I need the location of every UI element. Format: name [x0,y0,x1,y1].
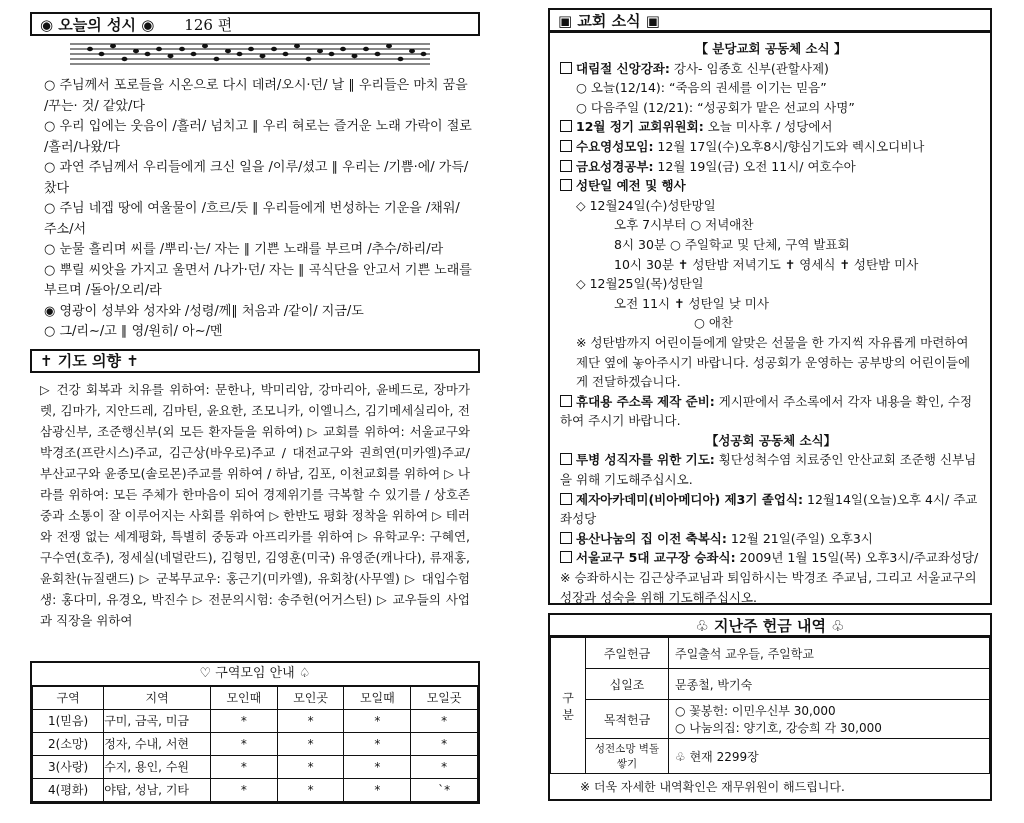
checkbox-square-icon [560,551,572,563]
hymn-verse: ◉ 영광이 성부와 성자와 /성령/께∥ 처음과 /같이/ 지금/도 [44,303,364,319]
offering-box [548,637,992,801]
hymn-verse: ○ 주님께서 포로들을 시온으로 다시 데려/오시·던/ 날 ∥ 우리들은 마치 꿈을 /꾸는· 것/ 같았/다 [44,78,468,114]
news-header [548,8,992,32]
offering-row [551,739,990,774]
offering-key: 주일헌금 [586,638,669,669]
news-item: 대림절 신앙강좌: 강사- 임종호 신부(관할사제) [560,59,982,79]
checkbox-square-icon [560,120,572,132]
offering-side-label: 구분 [551,638,586,774]
offering-key: 성전소망 벽돌쌓기 [586,739,669,774]
district-cell: * [210,755,277,778]
music-note-icon [398,57,404,61]
music-note-icon [179,47,185,51]
district-cell: 3(사랑) [33,755,104,778]
music-note-icon [214,57,220,61]
music-note-icon [87,47,93,51]
offering-row [551,700,990,739]
district-cell: 구미, 금곡, 미금 [104,709,211,732]
news-item: 【성공회 공동체 소식】 [705,432,837,448]
news-item: ※ 성탄밤까지 어린이들에게 알맞은 선물을 한 가지씩 자유롭게 마련하여 제단 옆에 놓아주시기 바랍니다. 성공회가 운영하는 공부방의 어린이들에게 전달하겠습니다. [576,334,971,390]
district-row [33,755,478,778]
offering-value: ♧ 현재 2299장 [669,739,990,774]
district-cell: 2(소망) [33,732,104,755]
district-header-cell: 모일곳 [411,686,478,709]
district-cell: * [277,755,344,778]
checkbox-square-icon [560,453,572,465]
right-column [548,0,992,801]
offering-note: ※ 더욱 자세한 내역확인은 재무위원이 해드립니다. [580,780,845,794]
offering-title: ♧ 지난주 헌금 내역 ♧ [695,616,845,635]
district-cell: * [344,755,411,778]
district-row [33,778,478,801]
district-cell: * [344,732,411,755]
music-note-icon [340,47,346,51]
hymn-header [30,12,480,36]
music-note-icon [191,52,197,56]
music-note-icon [122,57,128,61]
music-note-icon [421,52,427,56]
music-note-icon [133,49,139,53]
news-item: ◇ 12월25일(목)성탄일 [576,276,704,292]
news-title: ▣ 교회 소식 ▣ [558,11,660,30]
offering-value: ○ 꽃봉헌: 이민우신부 30,000 ○ 나눔의집: 양기호, 강승희 각 30,000 [669,700,990,739]
music-note-icon [225,49,231,53]
district-cell: * [344,709,411,732]
district-cell: 4(평화) [33,778,104,801]
news-item: 10시 30분 ✝ 성탄밤 저녁기도 ✝ 영세식 ✝ 성탄밤 미사 [614,256,919,272]
offering-header [548,613,992,637]
offering-value: 문종철, 박기숙 [669,669,990,700]
district-cell: 야탑, 성남, 기타 [104,778,211,801]
music-note-icon [283,52,289,56]
district-cell: * [277,732,344,755]
district-cell: `* [411,778,478,801]
district-row [33,732,478,755]
hymn-number: 126 편 [184,15,233,34]
news-item: ◇ 12월24일(수)성탄망일 [576,197,716,213]
hymn-verse: ○ 뿌릴 씨앗을 가지고 울면서 /나가·던/ 자는 ∥ 곡식단을 안고서 기쁜 노래를 부르며 /돌아/오리/라 [44,262,472,298]
checkbox-square-icon [560,160,572,172]
music-note-icon [375,52,381,56]
district-header-cell: 모인때 [210,686,277,709]
news-item: 서울교구 5대 교구장 승좌식: 2009년 1월 15일(목) 오후3시/주교좌성당/ ※ 승좌하시는 김근상주교님과 퇴임하시는 박경조 주교님, 그리고 서울교구의 성장과 성숙을 위해 기도해주십시오. [560,550,979,605]
district-row [33,709,478,732]
district-cell: * [210,732,277,755]
news-item: 오전 11시 ✝ 성탄일 낮 미사 [614,295,769,311]
music-note-icon [145,52,151,56]
district-cell: * [210,709,277,732]
district-cell: 1(믿음) [33,709,104,732]
news-item: ○ 다음주일 (12/21): “성공회가 맡은 선교의 사명” [576,99,855,115]
music-note-icon [317,49,323,53]
district-cell: * [411,709,478,732]
music-note-icon [329,52,335,56]
district-table [32,686,478,802]
news-item: 성탄일 예전 및 행사 [560,176,982,196]
offering-value: 주일출석 교우들, 주일학교 [669,638,990,669]
news-item: 【 분당교회 공동체 소식 】 [695,41,847,56]
music-note-icon [294,44,300,48]
checkbox-square-icon [560,532,572,544]
hymn-title: ◉ 오늘의 성시 ◉ [40,15,155,34]
music-note-icon [260,54,266,58]
district-header-cell: 지역 [104,686,211,709]
district-header-cell: 모일때 [344,686,411,709]
music-note-icon [248,47,254,51]
hymn-verse: ○ 눈물 흘리며 씨를 /뿌리·는/ 자는 ∥ 기쁜 노래를 부르며 /추수/하리/라 [44,242,444,257]
hymn-verse: ○ 과연 주님께서 우리들에게 크신 일을 /이루/셨고 ∥ 우리는 /기쁨·에/ 가득/ 찼다 [44,160,469,196]
hymn-verse: ○ 우리 입에는 웃음이 /흘러/ 넘치고 ∥ 우리 혀로는 즐거운 노래 가락이 절로 /흘러/나왔/다 [44,119,472,155]
checkbox-square-icon [560,179,572,191]
offering-row [551,638,990,669]
left-column [30,0,480,804]
district-title: ♡ 구역모임 안내 ♤ [32,663,478,686]
news-body [548,32,992,605]
hymn-verses [30,76,480,343]
news-item: 휴대용 주소록 제작 준비: 게시판에서 주소록에서 각자 내용을 확인, 수정하여 주시기 바랍니다. [560,393,973,429]
news-item: 12월 정기 교회위원회: 오늘 미사후 / 성당에서 [560,117,982,137]
offering-key: 목적헌금 [586,700,669,739]
music-note-icon [237,52,243,56]
prayer-title: ✝ 기도 의향 ✝ [40,352,139,370]
checkbox-square-icon [560,62,572,74]
prayer-text: ▷ 건강 회복과 치유를 위하여: 문한나, 박미리암, 강마리아, 윤베드로, 장마가렛, 김마가, 지안드레, 김마틴, 윤요한, 조모니카, 이엘니스, 김기메세실리아, 전삼광신부, 조준행신부(외 모든 환자들을 위하여) ▷ 교회를 위하여: 서울교구와 박경조(프란시스)주교, 김근상(바우로)주교 / 대전교구와 권희연(미카엘)주교/ 부산교구와 윤종모(솔로몬)주교를 위하여 / 하남, 김포, 이천교회를 위하여 ▷ 나라를 위하여: 모든 주체가 한마음이 되어 경제위기를 극복할 수 있기를 / 상호존중과 소통이 잘 이루어지는 사회를 위하여 ▷ 한반도 평화 정착을 위하여 ▷ 테러와 전쟁 없는 세계평화, 특별히 중동과 아프리카를 위하여 ▷ 유학교우: 구혜연, 구수연(호주), 정세실(네덜란드), 김형민, 김영훈(미국) 유영준(캐나다), 류재홍, 윤회찬(뉴질랜드) ▷ 군복무교우: 홍근기(미카엘), 유회창(사무엘) ▷ 대입수험생: 홍다미, 유경오, 박진수 ▷ 전문의시험: 송주헌(어거스틴) ▷ 교우들의 사업과 직장을 위하여 [40,381,470,628]
music-note-icon [202,44,208,48]
news-item: 오후 7시부터 ○ 저녁애찬 [614,217,754,233]
district-cell: * [344,778,411,801]
news-item: 용산나눔의 집 이전 축복식: 12월 21일(주일) 오후3시 [560,529,982,549]
news-item: 금요성경공부: 12월 19일(금) 오전 11시/ 여호수아 [560,157,982,177]
music-note-icon [409,49,415,53]
music-note-icon [363,47,369,51]
district-cell: * [277,709,344,732]
news-item: 8시 30분 ○ 주일학교 및 단체, 구역 발표회 [614,236,850,252]
district-cell: * [210,778,277,801]
news-item: 제자아카데미(비아메디아) 제3기 졸업식: 12월14일(오늘)오후 4시/ 주교좌성당 [560,491,978,527]
district-header-cell: 모인곳 [277,686,344,709]
offering-row [551,669,990,700]
hymn-verse: ○ 주님 네겝 땅에 여울물이 /흐르/듯 ∥ 우리들에게 번성하는 기운을 /채워/ 주소/서 [44,201,460,237]
offering-table [550,637,990,774]
checkbox-square-icon [560,395,572,407]
district-cell: * [411,732,478,755]
music-note-icon [271,47,277,51]
district-cell: * [277,778,344,801]
district-cell: 정자, 수내, 서현 [104,732,211,755]
district-box [30,661,480,804]
news-item: 투병 성직자를 위한 기도: 횡단성척수염 치료중인 안산교회 조준행 신부님을 위해 기도해주십시오. [560,452,977,488]
music-note-icon [352,54,358,58]
offering-key: 십일조 [586,669,669,700]
checkbox-square-icon [560,493,572,505]
music-note-icon [306,57,312,61]
news-item: ○ 오늘(12/14): “죽음의 권세를 이기는 믿음” [576,80,827,96]
district-header-cell: 구역 [33,686,104,709]
hymn-verse: ○ 그/리∼/고 ∥ 영/원히/ 아∼/멘 [44,324,223,339]
news-item: 수요영성모임: 12월 17일(수)오후8시/향심기도와 렉시오디비나 [560,137,982,157]
music-note-icon [168,54,174,58]
music-note-icon [386,44,392,48]
prayer-header [30,349,480,373]
music-staff-icon [70,40,430,66]
music-note-icon [99,52,105,56]
news-item: ○ 애찬 [694,315,734,331]
music-note-icon [156,47,162,51]
district-cell: 수지, 용인, 수원 [104,755,211,778]
checkbox-square-icon [560,140,572,152]
district-cell: * [411,755,478,778]
music-note-icon [110,44,116,48]
